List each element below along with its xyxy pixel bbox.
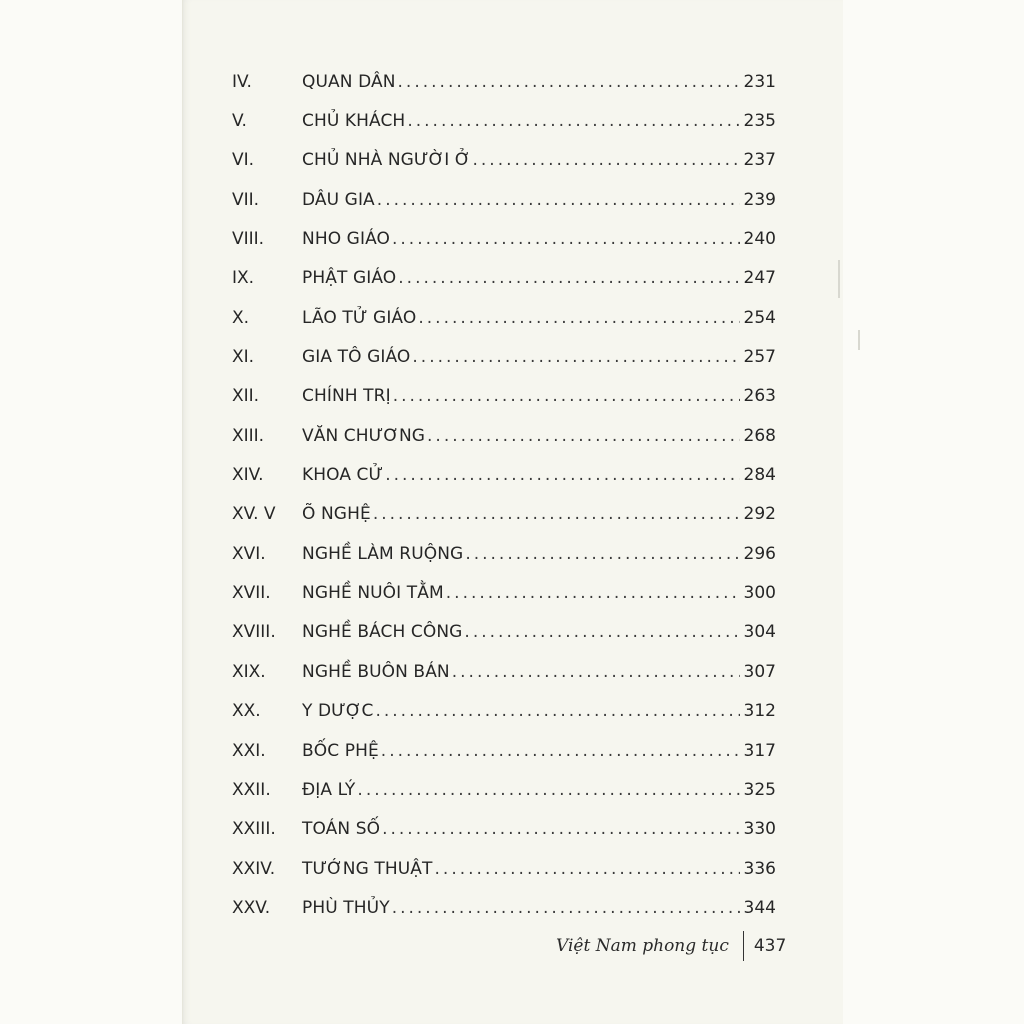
toc-chapter-title: QUAN DÂN: [302, 71, 396, 92]
toc-chapter-title: VĂN CHƯƠNG: [302, 425, 426, 446]
toc-entry: [232, 810, 776, 849]
toc-chapter-title: TOÁN SỐ: [302, 819, 381, 840]
toc-page-number: 312: [743, 701, 776, 722]
toc-entry: [232, 219, 776, 258]
toc-chapter-number: IX.: [232, 268, 255, 289]
toc-dot-leader: [452, 662, 740, 682]
toc-page-number: 231: [743, 71, 776, 92]
toc-chapter-title: CHÍNH TRỊ: [302, 386, 391, 407]
toc-entry: [232, 770, 776, 809]
toc-entry: [232, 101, 776, 140]
toc-entry: [232, 534, 776, 573]
toc-dot-leader: [398, 268, 739, 288]
toc-page-number: 292: [743, 504, 776, 525]
toc-dot-leader: [446, 583, 740, 603]
toc-page-number: 235: [743, 111, 776, 132]
toc-dot-leader: [377, 190, 740, 210]
toc-page-number: 300: [743, 583, 776, 604]
toc-chapter-number: XXV.: [232, 897, 271, 918]
toc-chapter-title: GIA TÔ GIÁO: [302, 347, 411, 368]
toc-entry: [232, 613, 776, 652]
toc-chapter-title: NGHỀ NUÔI TẰM: [302, 583, 444, 604]
toc-page-number: 325: [743, 779, 776, 800]
toc-page-number: 237: [743, 150, 776, 171]
toc-chapter-number: XIV.: [232, 465, 264, 486]
footer-page-number: 437: [753, 936, 787, 956]
toc-chapter-number: XIII.: [232, 425, 265, 446]
toc-entry: [232, 692, 776, 731]
toc-chapter-title: KHOA CỬ: [302, 465, 384, 486]
page-footer: [556, 928, 786, 964]
toc-dot-leader: [357, 780, 739, 800]
toc-chapter-title: NHO GIÁO: [302, 229, 390, 250]
toc-page-number: 257: [743, 347, 776, 368]
toc-chapter-number: XVII.: [232, 583, 271, 604]
toc-chapter-number: XIX.: [232, 661, 266, 682]
toc-chapter-title: LÃO TỬ GIÁO: [302, 307, 417, 328]
toc-entry: [232, 141, 776, 180]
toc-chapter-title: NGHỀ BUÔN BÁN: [302, 661, 450, 682]
toc-dot-leader: [375, 701, 739, 721]
toc-page-number: 263: [743, 386, 776, 407]
toc-entry: [232, 455, 776, 494]
toc-entry: [232, 731, 776, 770]
page-edge-mark: [858, 330, 860, 350]
page-edge-mark: [838, 260, 840, 298]
running-footer-title: Việt Nam phong tục: [556, 936, 729, 956]
footer-divider: [743, 931, 744, 961]
toc-dot-leader: [393, 386, 740, 406]
toc-page-number: 330: [743, 819, 776, 840]
toc-page-number: 304: [743, 622, 776, 643]
toc-chapter-number: XX.: [232, 701, 261, 722]
toc-dot-leader: [373, 504, 740, 524]
toc-dot-leader: [427, 426, 740, 446]
toc-chapter-number: VII.: [232, 189, 260, 210]
toc-chapter-title: ĐỊA LÝ: [302, 779, 356, 800]
toc-chapter-number: XXII.: [232, 779, 271, 800]
toc-chapter-number: V.: [232, 111, 247, 132]
toc-dot-leader: [418, 308, 739, 328]
toc-page-number: 344: [743, 897, 776, 918]
toc-chapter-title: CHỦ KHÁCH: [302, 111, 406, 132]
toc-dot-leader: [407, 111, 739, 131]
toc-dot-leader: [435, 859, 740, 879]
toc-dot-leader: [472, 150, 739, 170]
toc-entry: [232, 259, 776, 298]
toc-chapter-number: XXI.: [232, 740, 266, 761]
toc-chapter-number: XII.: [232, 386, 260, 407]
toc-chapter-number: XXIII.: [232, 819, 276, 840]
toc-entry: [232, 888, 776, 927]
toc-chapter-title: NGHỀ BÁCH CÔNG: [302, 622, 463, 643]
toc-entry: [232, 652, 776, 691]
toc-dot-leader: [465, 544, 739, 564]
toc-dot-leader: [392, 898, 740, 918]
toc-chapter-number: XV. V: [232, 504, 276, 525]
toc-entry: [232, 298, 776, 337]
toc-page-number: 336: [743, 858, 776, 879]
toc-chapter-number: XI.: [232, 347, 255, 368]
toc-dot-leader: [381, 741, 740, 761]
toc-chapter-title: PHẬT GIÁO: [302, 268, 397, 289]
toc-chapter-number: VIII.: [232, 229, 265, 250]
toc-chapter-number: VI.: [232, 150, 255, 171]
toc-chapter-number: XVIII.: [232, 622, 276, 643]
toc-dot-leader: [392, 229, 740, 249]
toc-chapter-title: TƯỚNG THUẬT: [302, 858, 433, 879]
toc-chapter-title: PHÙ THỦY: [302, 897, 390, 918]
toc-chapter-title: NGHỀ LÀM RUỘNG: [302, 543, 464, 564]
toc-page-number: 307: [743, 661, 776, 682]
table-of-contents: [232, 62, 776, 928]
toc-chapter-title: Y DƯỢC: [302, 701, 374, 722]
toc-chapter-number: IV.: [232, 71, 252, 92]
toc-entry: [232, 180, 776, 219]
toc-chapter-number: XXIV.: [232, 858, 276, 879]
toc-page-number: 240: [743, 229, 776, 250]
toc-chapter-number: XVI.: [232, 543, 266, 564]
toc-dot-leader: [382, 819, 739, 839]
toc-chapter-title: CHỦ NHÀ NGƯỜI Ở: [302, 150, 471, 171]
toc-chapter-title: BỐC PHỆ: [302, 740, 379, 761]
toc-entry: [232, 337, 776, 376]
toc-page-number: 247: [743, 268, 776, 289]
toc-entry: [232, 62, 776, 101]
toc-page-number: 296: [743, 543, 776, 564]
toc-dot-leader: [464, 622, 739, 642]
toc-dot-leader: [412, 347, 739, 367]
toc-page-number: 254: [743, 307, 776, 328]
toc-dot-leader: [398, 72, 740, 92]
toc-chapter-title: DÂU GIA: [302, 189, 375, 210]
toc-entry: [232, 495, 776, 534]
toc-dot-leader: [385, 465, 739, 485]
toc-chapter-number: X.: [232, 307, 250, 328]
toc-chapter-title: Õ NGHỆ: [302, 504, 371, 525]
toc-page-number: 239: [743, 189, 776, 210]
toc-entry: [232, 416, 776, 455]
toc-entry: [232, 573, 776, 612]
toc-entry: [232, 849, 776, 888]
toc-page-number: 268: [743, 425, 776, 446]
toc-entry: [232, 377, 776, 416]
toc-page-number: 284: [743, 465, 776, 486]
toc-page-number: 317: [743, 740, 776, 761]
